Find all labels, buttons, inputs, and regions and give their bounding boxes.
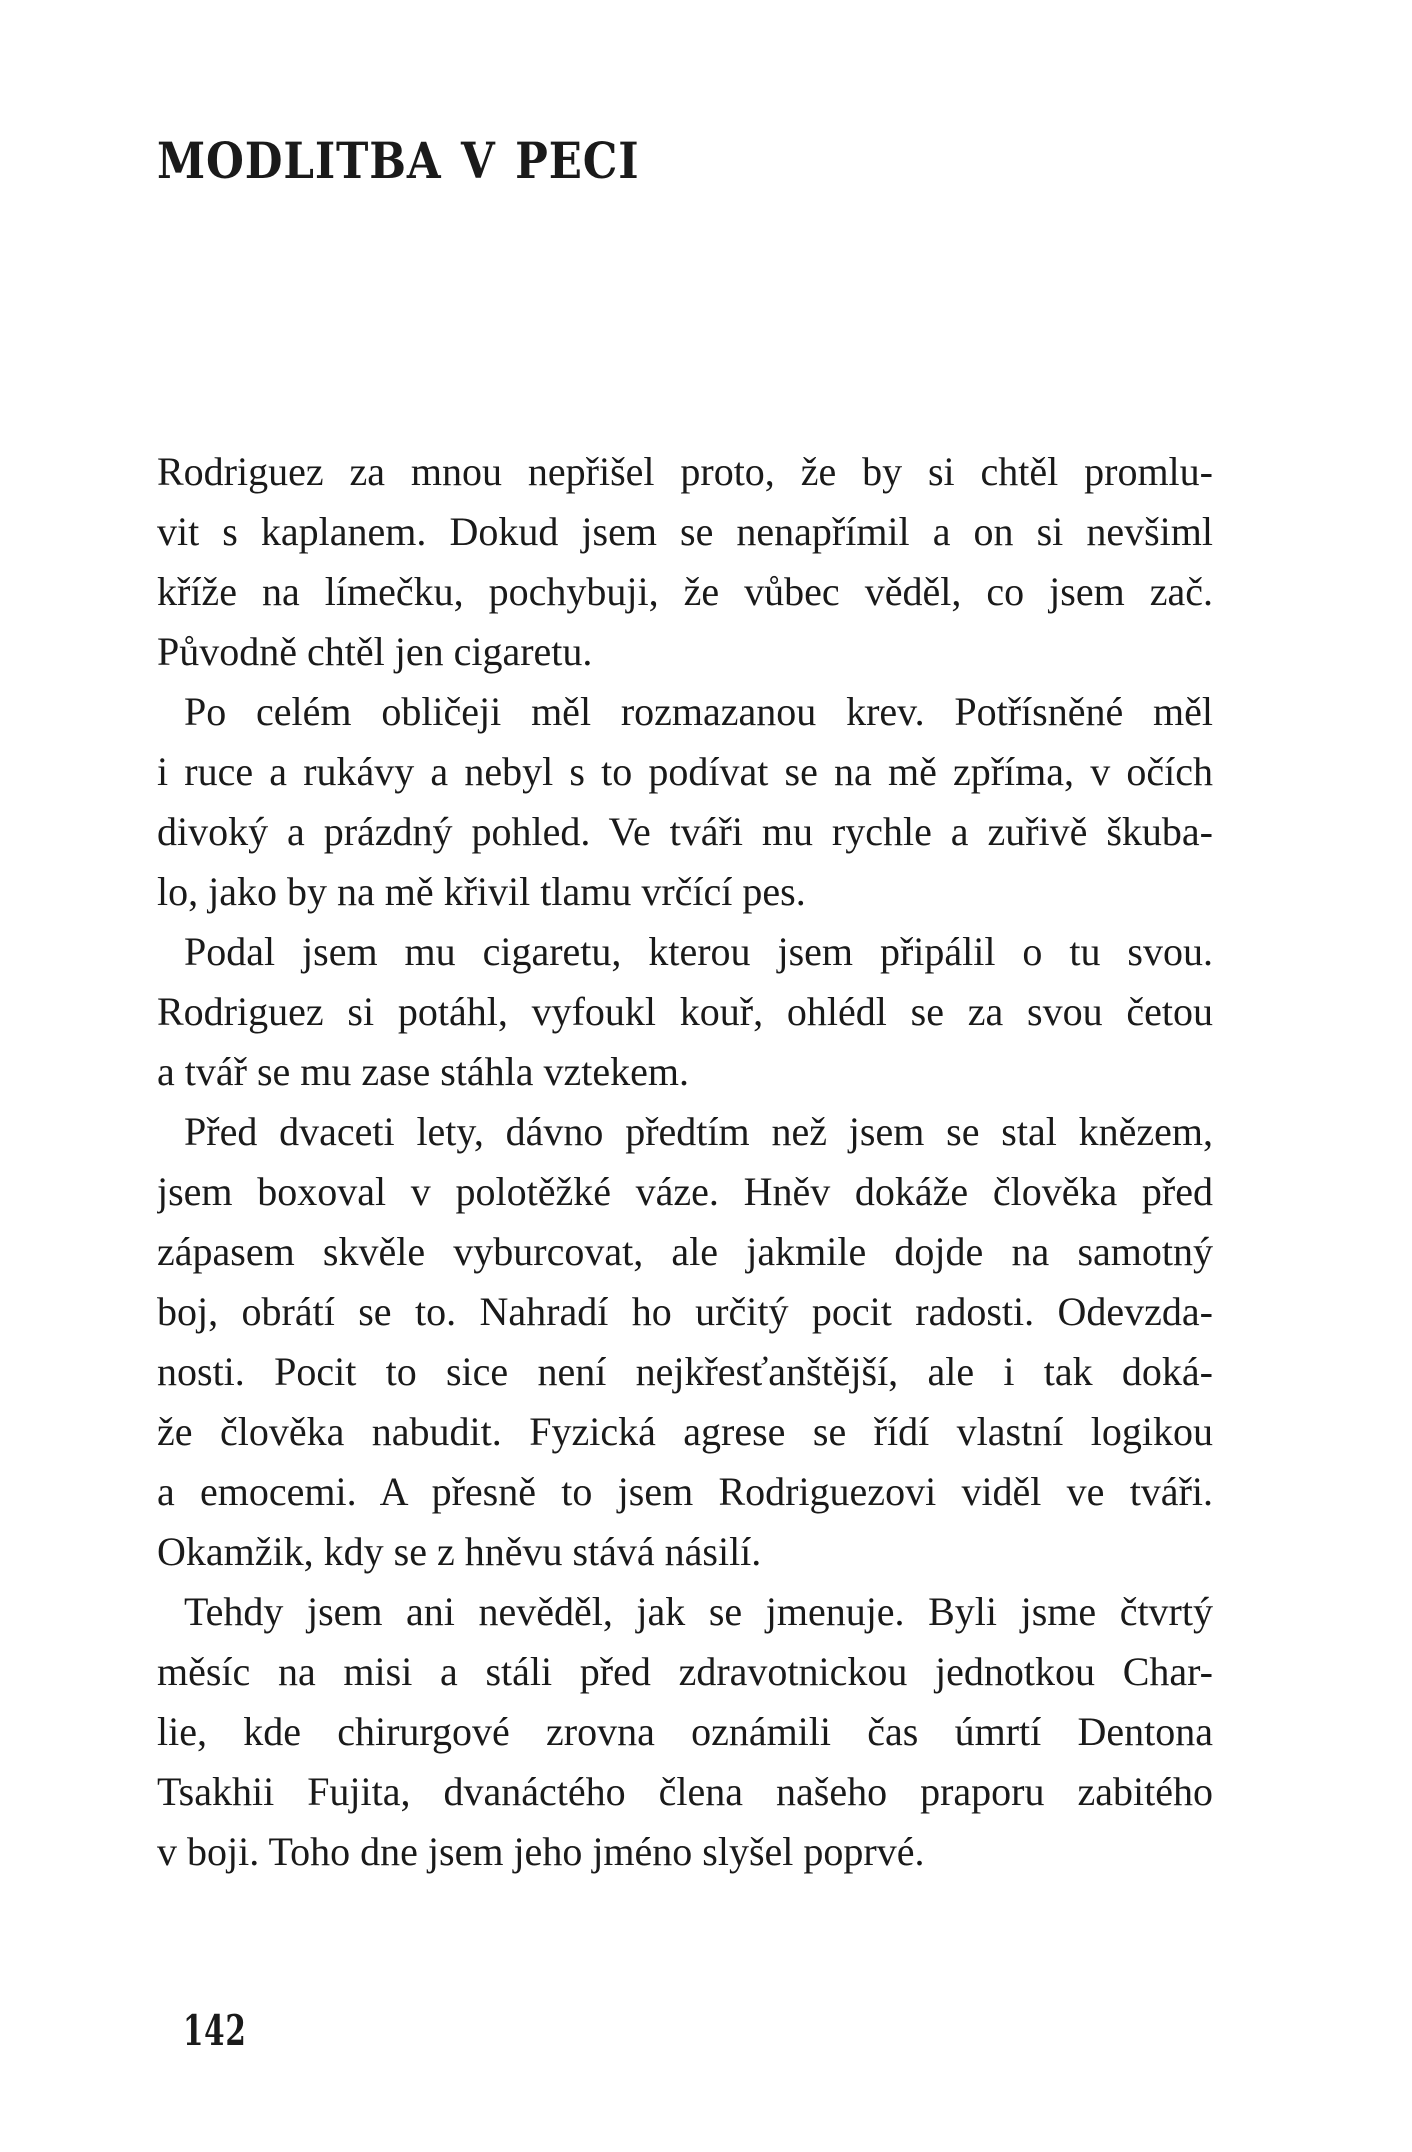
body-line: Původně chtěl jen cigaretu. <box>157 629 593 674</box>
body-line: Po celém obličeji měl rozmazanou krev. Potřísněné měl <box>184 689 1213 734</box>
body-text <box>157 442 1213 1882</box>
body-line: a tvář se mu zase stáhla vztekem. <box>157 1049 689 1094</box>
body-line: Podal jsem mu cigaretu, kterou jsem připálil o tu svou. <box>184 929 1213 974</box>
body-line: nosti. Pocit to sice není nejkřesťanštější, ale i tak doká- <box>157 1349 1213 1394</box>
body-line: vit s kaplanem. Dokud jsem se nenapřímil a on si nevšiml <box>157 509 1213 554</box>
body-line: Před dvaceti lety, dávno předtím než jsem se stal knězem, <box>184 1109 1213 1154</box>
body-line: zápasem skvěle vyburcovat, ale jakmile dojde na samotný <box>157 1229 1213 1274</box>
body-line: že člověka nabudit. Fyzická agrese se řídí vlastní logikou <box>157 1409 1213 1454</box>
body-line: Tehdy jsem ani nevěděl, jak se jmenuje. Byli jsme čtvrtý <box>184 1589 1213 1634</box>
body-line: Rodriguez za mnou nepřišel proto, že by si chtěl promlu- <box>157 449 1213 494</box>
body-line: Tsakhii Fujita, dvanáctého člena našeho praporu zabitého <box>157 1769 1213 1814</box>
body-line: boj, obrátí se to. Nahradí ho určitý pocit radosti. Odevzda- <box>157 1289 1213 1334</box>
chapter-title: MODLITBA V PECI <box>157 131 640 190</box>
body-line: i ruce a rukávy a nebyl s to podívat se na mě zpříma, v očích <box>157 749 1213 794</box>
body-line: Rodriguez si potáhl, vyfoukl kouř, ohlédl se za svou četou <box>157 989 1213 1034</box>
page-number: 142 <box>183 2006 247 2055</box>
body-line: a emocemi. A přesně to jsem Rodriguezovi viděl ve tváři. <box>157 1469 1213 1514</box>
body-line: Okamžik, kdy se z hněvu stává násilí. <box>157 1529 762 1574</box>
body-line: divoký a prázdný pohled. Ve tváři mu rychle a zuřivě škuba- <box>157 809 1213 854</box>
body-line: měsíc na misi a stáli před zdravotnickou jednotkou Char- <box>157 1649 1213 1694</box>
body-line: lo, jako by na mě křivil tlamu vrčící pes. <box>157 869 806 914</box>
body-line: jsem boxoval v polotěžké váze. Hněv dokáže člověka před <box>157 1169 1213 1214</box>
body-line: v boji. Toho dne jsem jeho jméno slyšel poprvé. <box>157 1829 925 1874</box>
body-line: kříže na límečku, pochybuji, že vůbec věděl, co jsem zač. <box>157 569 1213 614</box>
body-line: lie, kde chirurgové zrovna oznámili čas úmrtí Dentona <box>157 1709 1213 1754</box>
